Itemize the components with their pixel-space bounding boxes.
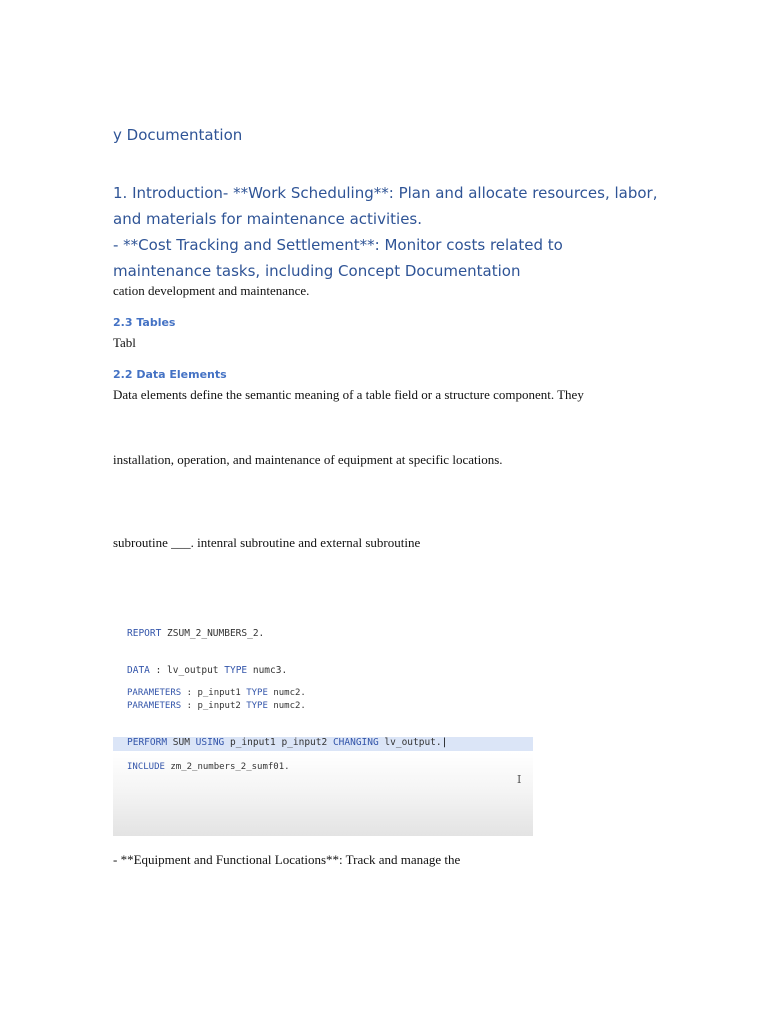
- introduction-heading: [113, 180, 673, 284]
- paragraph-equipment: - **Equipment and Functional Locations**: Track and manage the: [113, 852, 461, 867]
- section-heading-tables: 2.3 Tables: [113, 316, 176, 329]
- paragraph-cation: cation development and maintenance.: [113, 283, 310, 298]
- document-title: y Documentation: [113, 126, 243, 144]
- code-line-perform-highlighted: PERFORM SUM USING p_input1 p_input2 CHANGING lv_output.|: [113, 737, 533, 751]
- section-heading-data-elements: 2.2 Data Elements: [113, 368, 227, 381]
- intro-line-1: 1. Introduction- **Work Scheduling**: Plan and allocate resources, labor,: [113, 184, 658, 202]
- paragraph-tables: Tabl: [113, 335, 136, 350]
- code-screenshot: [113, 616, 533, 836]
- paragraph-data-elements: Data elements define the semantic meaning of a table field or a structure component. They: [113, 387, 584, 402]
- text-cursor-icon: I: [517, 773, 522, 786]
- paragraph-installation: installation, operation, and maintenance of equipment at specific locations.: [113, 452, 503, 467]
- code-line-parameters-1: PARAMETERS : p_input1 TYPE numc2.: [127, 688, 306, 698]
- intro-line-2: and materials for maintenance activities.: [113, 210, 423, 228]
- intro-line-4: maintenance tasks, including Concept Documentation: [113, 262, 521, 280]
- code-line-report: REPORT ZSUM_2_NUMBERS_2.: [127, 628, 265, 639]
- code-line-include: INCLUDE zm_2_numbers_2_sumf01.: [127, 762, 290, 772]
- paragraph-subroutine: subroutine ___. intenral subroutine and external subroutine: [113, 535, 421, 550]
- code-line-parameters-2: PARAMETERS : p_input2 TYPE numc2.: [127, 701, 306, 711]
- intro-line-3: - **Cost Tracking and Settlement**: Monitor costs related to: [113, 236, 563, 254]
- code-line-data: DATA : lv_output TYPE numc3.: [127, 665, 288, 676]
